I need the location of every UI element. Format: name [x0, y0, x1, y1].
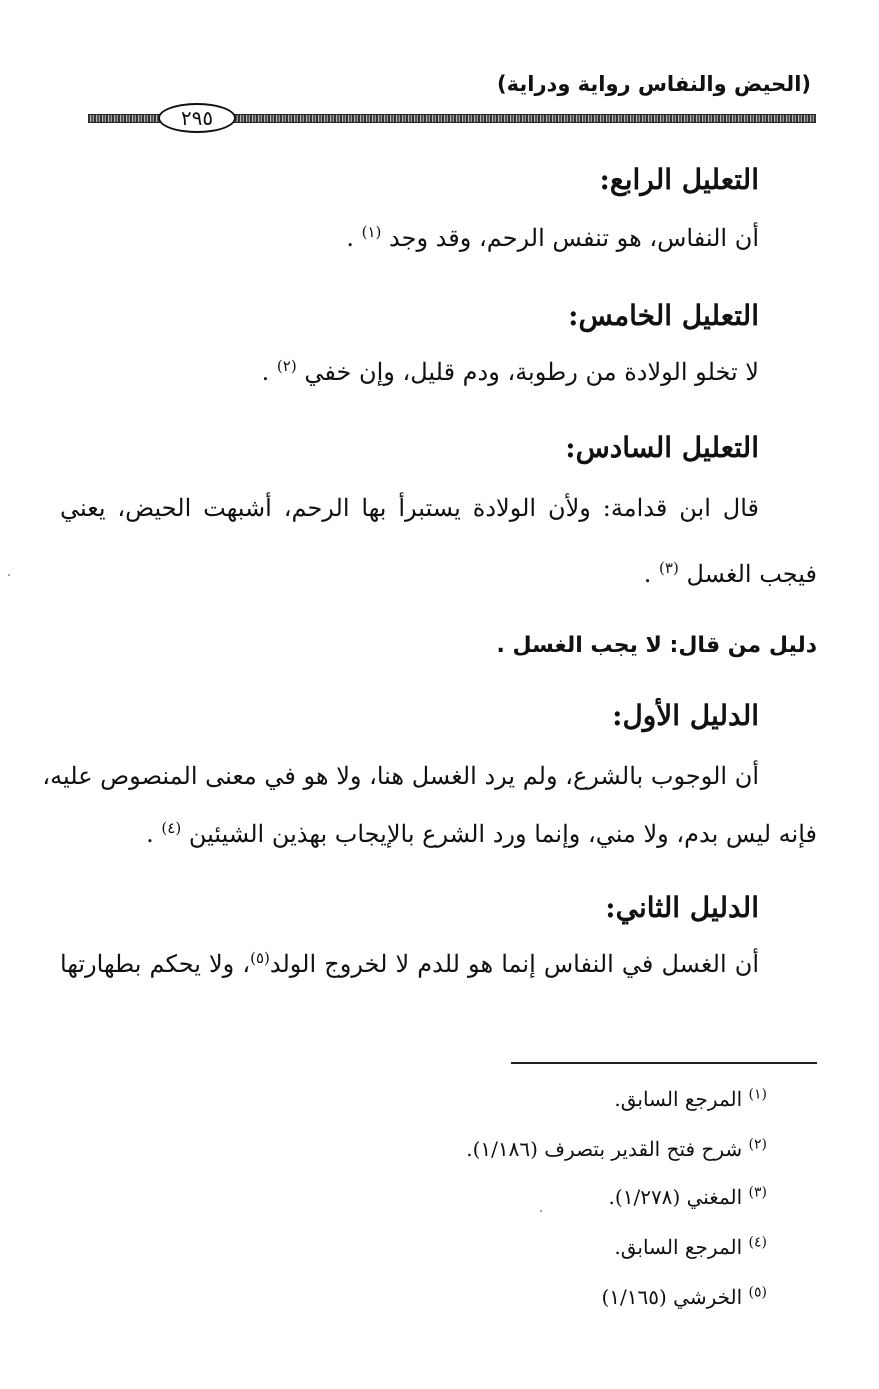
footnote-text: المغني (١/٢٧٨).	[608, 1185, 743, 1209]
paragraph-proof-1-line-2	[146, 816, 817, 852]
paragraph-proof-2-line-1	[60, 946, 759, 982]
heading-proof-2: الدليل الثاني:	[605, 891, 759, 924]
heading-reason-4: التعليل الرابع:	[599, 163, 759, 196]
footnote-3	[609, 1182, 767, 1212]
footnote-mark: (٣)	[748, 1184, 767, 1201]
footnote-mark: (٥)	[748, 1284, 767, 1301]
text-line: فإنه ليس بدم، ولا مني، وإنما ورد الشرع بالإيجاب بهذين الشيئين	[188, 820, 817, 848]
footnote-mark: (١)	[748, 1086, 767, 1103]
footnote-text: شرح فتح القدير بتصرف (١/١٨٦).	[466, 1137, 743, 1161]
footnote-ref-3: (٣)	[659, 559, 679, 577]
footnote-5	[601, 1282, 767, 1312]
footnote-mark: (٤)	[748, 1234, 767, 1251]
footnote-ref-4: (٤)	[161, 819, 182, 837]
period: .	[261, 358, 270, 386]
paragraph-reason-6-line-2	[644, 556, 817, 592]
footnote-separator	[511, 1062, 817, 1064]
text-line: فيجب الغسل	[686, 560, 817, 588]
paragraph-proof-1-line-1: أن الوجوب بالشرع، ولم يرد الغسل هنا، ولا هو في معنى المنصوص عليه،	[42, 762, 759, 790]
footnote-4	[614, 1232, 767, 1262]
scan-speck	[8, 574, 10, 576]
period: .	[346, 224, 354, 252]
page-number: ٢٩٥	[158, 103, 236, 133]
heading-proof-1: الدليل الأول:	[612, 699, 759, 732]
paragraph-reason-4	[346, 220, 759, 256]
scan-speck	[540, 1210, 542, 1212]
paragraph-reason-5	[262, 354, 759, 390]
text-line: أن النفاس، هو تنفس الرحم، وقد وجد	[389, 224, 759, 252]
footnote-ref-2: (٢)	[276, 357, 297, 375]
footnote-text: الخرشي (١/١٦٥)	[601, 1285, 743, 1309]
heading-reason-6: التعليل السادس:	[565, 431, 759, 464]
text-line: ، ولا يحكم بطهارتها	[60, 950, 251, 978]
text-line: لا تخلو الولادة من رطوبة، ودم قليل، وإن خفي	[304, 358, 759, 386]
period: .	[643, 560, 652, 588]
footnote-text: المرجع السابق.	[614, 1087, 743, 1111]
running-title: (الحيض والنفاس رواية ودراية)	[497, 72, 811, 96]
footnote-2	[466, 1134, 767, 1164]
footnote-ref-5: (٥)	[250, 949, 270, 967]
section-title-proof: دليل من قال: لا يجب الغسل .	[496, 633, 817, 658]
text-line: أن الغسل في النفاس إنما هو للدم لا لخروج الولد	[269, 950, 759, 978]
footnote-text: المرجع السابق.	[614, 1235, 743, 1259]
footnote-mark: (٢)	[748, 1136, 767, 1153]
footnote-ref-1: (١)	[361, 223, 382, 241]
footnote-1	[614, 1084, 767, 1114]
heading-reason-5: التعليل الخامس:	[568, 299, 759, 332]
period: .	[146, 820, 154, 848]
paragraph-reason-6-line-1: قال ابن قدامة: ولأن الولادة يستبرأ بها الرحم، أشبهت الحيض، يعني	[60, 494, 759, 522]
